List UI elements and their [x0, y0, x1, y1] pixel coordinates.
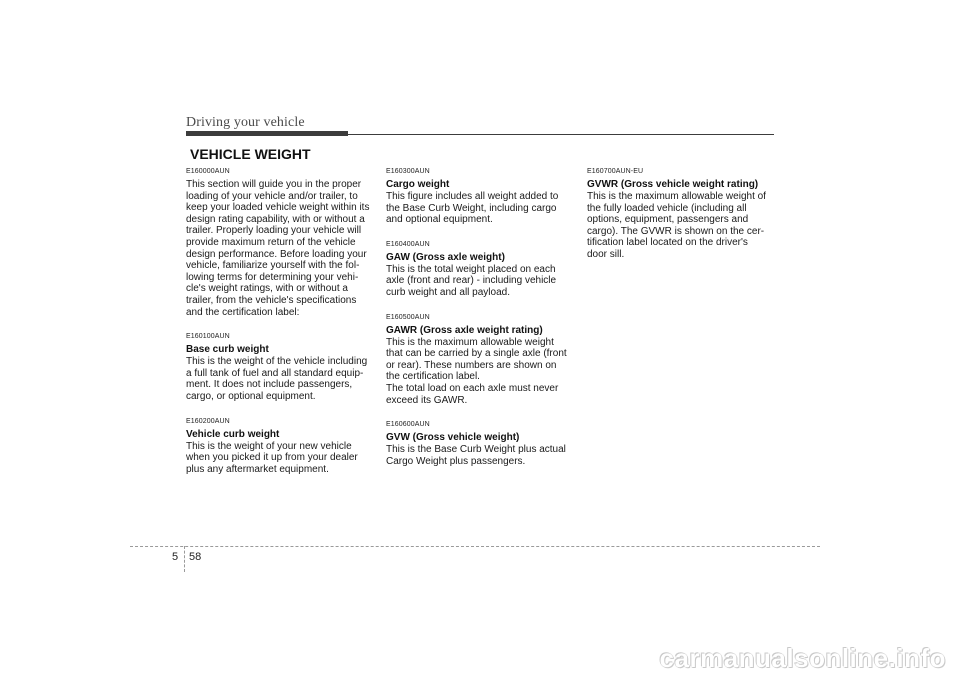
- entry-gaw: [386, 240, 573, 299]
- entry-gawr: [386, 313, 573, 407]
- section-code: E160000AUN: [186, 168, 230, 175]
- footer-rule: [130, 546, 820, 547]
- section-code: E160200AUN: [186, 417, 230, 425]
- page-number: 58: [189, 551, 202, 563]
- entry-heading: GAW (Gross axle weight): [386, 251, 505, 263]
- section-code: E160600AUN: [386, 421, 430, 429]
- column-1: [186, 167, 373, 489]
- section-code: E160700AUN-EU: [587, 168, 644, 175]
- entry-gvw: [386, 420, 573, 467]
- entry-intro: [186, 167, 373, 318]
- chapter-number: 5: [172, 551, 179, 563]
- entry-heading: Base curb weight: [186, 344, 269, 356]
- entry-body: This figure includes all weight added to the Base Curb Weight, including cargo and optional equipment.: [386, 191, 559, 226]
- entry-body: This is the maximum allowable weight of the fully loaded vehicle (including all options, equipment, passengers and cargo). The GVWR is shown on the cer- tification label located on the driver's door sill.: [587, 191, 766, 260]
- entry-heading: GVWR (Gross vehicle weight rating): [587, 179, 759, 190]
- header-title: Driving your vehicle: [186, 115, 305, 130]
- entry-body: This is the weight of your new vehicle when you picked it up from your dealer plus any aftermarket equipment.: [186, 440, 358, 475]
- entry-heading: Vehicle curb weight: [186, 428, 280, 440]
- entry-body: This section will guide you in the proper loading of your vehicle and/or trailer, to keep your loaded vehicle weight within its design rating capability, with or without a trailer. Properly loading your vehicle will provide maximum return of the vehicle design performance. Before loading your vehicle, familiarize yourself with the fol- lowing terms for determining your vehi- cle's weight ratings, with or without a trailer, from the vehicle's specifications and the certification label:: [186, 179, 370, 318]
- entry-body: This is the maximum allowable weight that can be carried by a single axle (front or rear). These numbers are shown on the certification label. The total load on each axle must never exceed its GAWR.: [386, 336, 567, 406]
- footer-separator: [184, 546, 185, 572]
- entry-vehicle-curb-weight: [186, 417, 373, 476]
- entry-body: This is the weight of the vehicle including a full tank of fuel and all standard equip- ment. It does not include passengers, cargo, or optional equipment.: [186, 356, 368, 402]
- watermark: carmanualsonline.info: [659, 643, 946, 673]
- entry-cargo-weight: [386, 167, 573, 226]
- entry-heading: Cargo weight: [386, 179, 450, 190]
- column-3: [587, 167, 774, 275]
- entry-body: This is the Base Curb Weight plus actual Cargo Weight plus passengers.: [386, 444, 566, 467]
- section-code: E160500AUN: [386, 313, 430, 321]
- section-title: VEHICLE WEIGHT: [190, 146, 311, 162]
- entry-heading: GAWR (Gross axle weight rating): [386, 324, 543, 336]
- entry-heading: GVW (Gross vehicle weight): [386, 432, 520, 444]
- entry-gvwr: [587, 167, 774, 261]
- column-2: [386, 167, 573, 481]
- section-code: E160400AUN: [386, 240, 430, 248]
- entry-base-curb-weight: [186, 332, 373, 402]
- section-code: E160300AUN: [386, 168, 430, 175]
- entry-body: This is the total weight placed on each axle (front and rear) - including vehicle curb weight and all payload.: [386, 263, 557, 298]
- section-code: E160100AUN: [186, 333, 230, 341]
- header-rule: [186, 134, 774, 135]
